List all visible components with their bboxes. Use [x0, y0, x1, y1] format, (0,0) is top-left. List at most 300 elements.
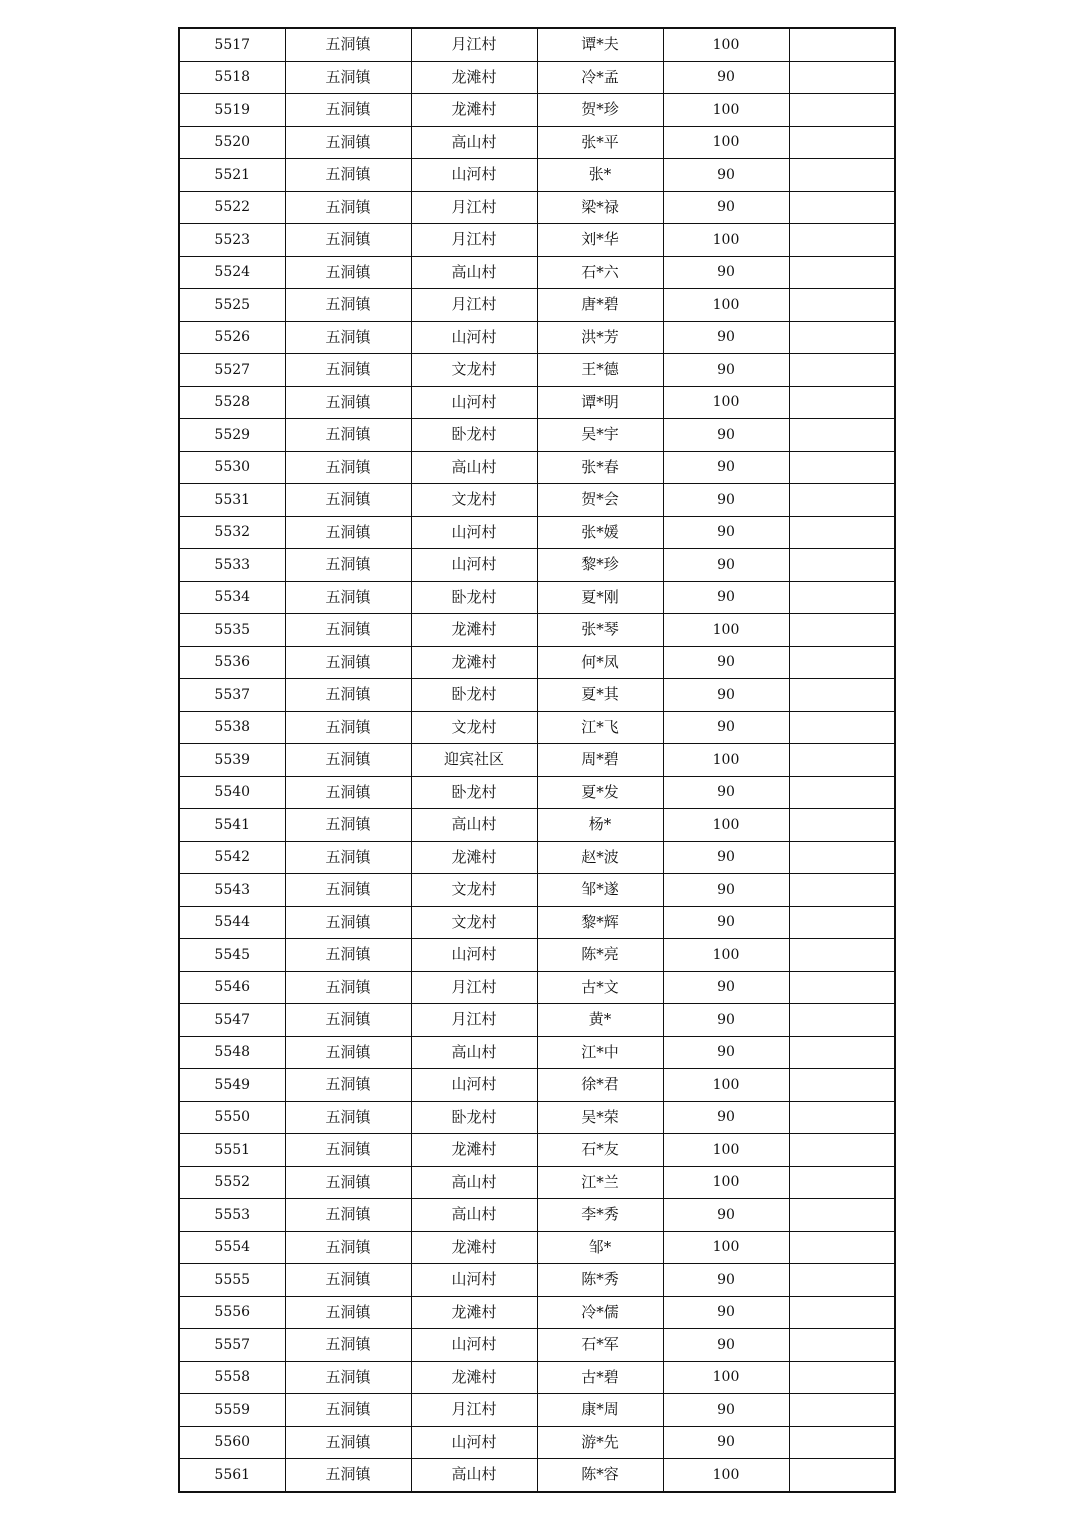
- amount-cell: 100: [663, 386, 789, 419]
- amount-cell: 90: [663, 646, 789, 679]
- note-cell: [789, 1329, 895, 1362]
- serial-number-cell: 5541: [179, 809, 285, 842]
- village-cell: 龙滩村: [411, 1361, 537, 1394]
- note-cell: [789, 516, 895, 549]
- person-name-cell: 陈*秀: [537, 1264, 663, 1297]
- serial-number-cell: 5522: [179, 191, 285, 224]
- roster-table: [178, 27, 896, 1493]
- note-cell: [789, 1069, 895, 1102]
- village-cell: 龙滩村: [411, 61, 537, 94]
- village-cell: 月江村: [411, 289, 537, 322]
- table-row: [179, 581, 895, 614]
- serial-number-cell: 5538: [179, 711, 285, 744]
- person-name-cell: 何*凤: [537, 646, 663, 679]
- amount-cell: 90: [663, 1199, 789, 1232]
- town-cell: 五洞镇: [285, 191, 411, 224]
- serial-number-cell: 5555: [179, 1264, 285, 1297]
- village-cell: 高山村: [411, 451, 537, 484]
- person-name-cell: 黎*辉: [537, 906, 663, 939]
- note-cell: [789, 159, 895, 192]
- amount-cell: 90: [663, 1426, 789, 1459]
- town-cell: 五洞镇: [285, 614, 411, 647]
- table-row: [179, 28, 895, 61]
- table-row: [179, 874, 895, 907]
- village-cell: 卧龙村: [411, 679, 537, 712]
- town-cell: 五洞镇: [285, 386, 411, 419]
- serial-number-cell: 5529: [179, 419, 285, 452]
- serial-number-cell: 5526: [179, 321, 285, 354]
- person-name-cell: 李*秀: [537, 1199, 663, 1232]
- town-cell: 五洞镇: [285, 354, 411, 387]
- amount-cell: 90: [663, 1394, 789, 1427]
- table-row: [179, 1361, 895, 1394]
- table-row: [179, 809, 895, 842]
- note-cell: [789, 289, 895, 322]
- table-row: [179, 1134, 895, 1167]
- person-name-cell: 陈*亮: [537, 939, 663, 972]
- table-row: [179, 939, 895, 972]
- town-cell: 五洞镇: [285, 1036, 411, 1069]
- serial-number-cell: 5537: [179, 679, 285, 712]
- person-name-cell: 洪*芳: [537, 321, 663, 354]
- town-cell: 五洞镇: [285, 126, 411, 159]
- amount-cell: 90: [663, 1036, 789, 1069]
- village-cell: 月江村: [411, 28, 537, 61]
- table-row: [179, 1036, 895, 1069]
- person-name-cell: 张*平: [537, 126, 663, 159]
- village-cell: 卧龙村: [411, 581, 537, 614]
- town-cell: 五洞镇: [285, 581, 411, 614]
- table-row: [179, 711, 895, 744]
- town-cell: 五洞镇: [285, 549, 411, 582]
- person-name-cell: 冷*儒: [537, 1296, 663, 1329]
- town-cell: 五洞镇: [285, 711, 411, 744]
- village-cell: 龙滩村: [411, 94, 537, 127]
- person-name-cell: 张*琴: [537, 614, 663, 647]
- note-cell: [789, 939, 895, 972]
- table-row: [179, 126, 895, 159]
- serial-number-cell: 5525: [179, 289, 285, 322]
- town-cell: 五洞镇: [285, 1069, 411, 1102]
- note-cell: [789, 809, 895, 842]
- table-row: [179, 1394, 895, 1427]
- table-row: [179, 614, 895, 647]
- town-cell: 五洞镇: [285, 809, 411, 842]
- amount-cell: 90: [663, 874, 789, 907]
- amount-cell: 100: [663, 224, 789, 257]
- village-cell: 文龙村: [411, 484, 537, 517]
- table-row: [179, 776, 895, 809]
- town-cell: 五洞镇: [285, 1296, 411, 1329]
- table-row: [179, 1199, 895, 1232]
- village-cell: 高山村: [411, 1036, 537, 1069]
- town-cell: 五洞镇: [285, 679, 411, 712]
- town-cell: 五洞镇: [285, 1166, 411, 1199]
- village-cell: 月江村: [411, 971, 537, 1004]
- amount-cell: 90: [663, 906, 789, 939]
- table-row: [179, 1166, 895, 1199]
- note-cell: [789, 28, 895, 61]
- person-name-cell: 古*文: [537, 971, 663, 1004]
- person-name-cell: 谭*明: [537, 386, 663, 419]
- serial-number-cell: 5532: [179, 516, 285, 549]
- village-cell: 山河村: [411, 1264, 537, 1297]
- table-row: [179, 1264, 895, 1297]
- village-cell: 龙滩村: [411, 646, 537, 679]
- amount-cell: 90: [663, 354, 789, 387]
- note-cell: [789, 776, 895, 809]
- serial-number-cell: 5553: [179, 1199, 285, 1232]
- village-cell: 山河村: [411, 386, 537, 419]
- note-cell: [789, 224, 895, 257]
- note-cell: [789, 1166, 895, 1199]
- note-cell: [789, 354, 895, 387]
- note-cell: [789, 126, 895, 159]
- table-row: [179, 646, 895, 679]
- table-row: [179, 94, 895, 127]
- serial-number-cell: 5546: [179, 971, 285, 1004]
- table-row: [179, 1101, 895, 1134]
- note-cell: [789, 256, 895, 289]
- note-cell: [789, 321, 895, 354]
- amount-cell: 90: [663, 484, 789, 517]
- town-cell: 五洞镇: [285, 1426, 411, 1459]
- person-name-cell: 夏*发: [537, 776, 663, 809]
- table-row: [179, 1069, 895, 1102]
- table-row: [179, 1296, 895, 1329]
- table-row: [179, 224, 895, 257]
- serial-number-cell: 5527: [179, 354, 285, 387]
- serial-number-cell: 5549: [179, 1069, 285, 1102]
- person-name-cell: 赵*波: [537, 841, 663, 874]
- amount-cell: 100: [663, 809, 789, 842]
- table-row: [179, 159, 895, 192]
- table-row: [179, 1004, 895, 1037]
- amount-cell: 90: [663, 841, 789, 874]
- town-cell: 五洞镇: [285, 61, 411, 94]
- amount-cell: 100: [663, 1069, 789, 1102]
- table-row: [179, 841, 895, 874]
- note-cell: [789, 419, 895, 452]
- note-cell: [789, 1426, 895, 1459]
- village-cell: 文龙村: [411, 874, 537, 907]
- table-row: [179, 321, 895, 354]
- note-cell: [789, 1231, 895, 1264]
- serial-number-cell: 5560: [179, 1426, 285, 1459]
- note-cell: [789, 484, 895, 517]
- serial-number-cell: 5531: [179, 484, 285, 517]
- person-name-cell: 张*春: [537, 451, 663, 484]
- village-cell: 龙滩村: [411, 614, 537, 647]
- serial-number-cell: 5517: [179, 28, 285, 61]
- serial-number-cell: 5542: [179, 841, 285, 874]
- person-name-cell: 邹*遂: [537, 874, 663, 907]
- note-cell: [789, 1004, 895, 1037]
- note-cell: [789, 1394, 895, 1427]
- serial-number-cell: 5535: [179, 614, 285, 647]
- town-cell: 五洞镇: [285, 776, 411, 809]
- note-cell: [789, 1296, 895, 1329]
- amount-cell: 90: [663, 321, 789, 354]
- village-cell: 文龙村: [411, 906, 537, 939]
- village-cell: 高山村: [411, 1199, 537, 1232]
- note-cell: [789, 711, 895, 744]
- village-cell: 山河村: [411, 549, 537, 582]
- village-cell: 山河村: [411, 1329, 537, 1362]
- amount-cell: 90: [663, 971, 789, 1004]
- town-cell: 五洞镇: [285, 1361, 411, 1394]
- table-row: [179, 1426, 895, 1459]
- serial-number-cell: 5519: [179, 94, 285, 127]
- town-cell: 五洞镇: [285, 1264, 411, 1297]
- village-cell: 月江村: [411, 191, 537, 224]
- amount-cell: 100: [663, 1231, 789, 1264]
- town-cell: 五洞镇: [285, 971, 411, 1004]
- person-name-cell: 徐*君: [537, 1069, 663, 1102]
- note-cell: [789, 94, 895, 127]
- amount-cell: 90: [663, 549, 789, 582]
- table-row: [179, 549, 895, 582]
- serial-number-cell: 5561: [179, 1459, 285, 1492]
- serial-number-cell: 5548: [179, 1036, 285, 1069]
- town-cell: 五洞镇: [285, 1199, 411, 1232]
- table-row: [179, 354, 895, 387]
- note-cell: [789, 744, 895, 777]
- person-name-cell: 夏*刚: [537, 581, 663, 614]
- serial-number-cell: 5547: [179, 1004, 285, 1037]
- note-cell: [789, 971, 895, 1004]
- village-cell: 高山村: [411, 126, 537, 159]
- town-cell: 五洞镇: [285, 906, 411, 939]
- village-cell: 高山村: [411, 1166, 537, 1199]
- amount-cell: 100: [663, 939, 789, 972]
- serial-number-cell: 5534: [179, 581, 285, 614]
- person-name-cell: 石*友: [537, 1134, 663, 1167]
- town-cell: 五洞镇: [285, 1101, 411, 1134]
- town-cell: 五洞镇: [285, 874, 411, 907]
- village-cell: 龙滩村: [411, 841, 537, 874]
- amount-cell: 90: [663, 1296, 789, 1329]
- table-row: [179, 191, 895, 224]
- village-cell: 卧龙村: [411, 1101, 537, 1134]
- amount-cell: 100: [663, 614, 789, 647]
- person-name-cell: 邹*: [537, 1231, 663, 1264]
- note-cell: [789, 1361, 895, 1394]
- person-name-cell: 江*兰: [537, 1166, 663, 1199]
- note-cell: [789, 191, 895, 224]
- town-cell: 五洞镇: [285, 451, 411, 484]
- village-cell: 山河村: [411, 1426, 537, 1459]
- town-cell: 五洞镇: [285, 1231, 411, 1264]
- person-name-cell: 古*碧: [537, 1361, 663, 1394]
- village-cell: 月江村: [411, 1004, 537, 1037]
- table-row: [179, 516, 895, 549]
- village-cell: 龙滩村: [411, 1134, 537, 1167]
- village-cell: 卧龙村: [411, 776, 537, 809]
- amount-cell: 90: [663, 451, 789, 484]
- town-cell: 五洞镇: [285, 289, 411, 322]
- amount-cell: 90: [663, 191, 789, 224]
- person-name-cell: 贺*会: [537, 484, 663, 517]
- amount-cell: 90: [663, 679, 789, 712]
- serial-number-cell: 5528: [179, 386, 285, 419]
- person-name-cell: 陈*容: [537, 1459, 663, 1492]
- village-cell: 文龙村: [411, 711, 537, 744]
- person-name-cell: 游*先: [537, 1426, 663, 1459]
- table-row: [179, 744, 895, 777]
- amount-cell: 100: [663, 1166, 789, 1199]
- amount-cell: 90: [663, 516, 789, 549]
- amount-cell: 90: [663, 1329, 789, 1362]
- serial-number-cell: 5540: [179, 776, 285, 809]
- note-cell: [789, 386, 895, 419]
- town-cell: 五洞镇: [285, 646, 411, 679]
- table-row: [179, 906, 895, 939]
- person-name-cell: 唐*碧: [537, 289, 663, 322]
- person-name-cell: 康*周: [537, 1394, 663, 1427]
- person-name-cell: 周*碧: [537, 744, 663, 777]
- serial-number-cell: 5556: [179, 1296, 285, 1329]
- person-name-cell: 刘*华: [537, 224, 663, 257]
- note-cell: [789, 1036, 895, 1069]
- amount-cell: 90: [663, 711, 789, 744]
- note-cell: [789, 61, 895, 94]
- amount-cell: 90: [663, 256, 789, 289]
- table-row: [179, 386, 895, 419]
- town-cell: 五洞镇: [285, 321, 411, 354]
- village-cell: 山河村: [411, 321, 537, 354]
- amount-cell: 90: [663, 419, 789, 452]
- town-cell: 五洞镇: [285, 419, 411, 452]
- serial-number-cell: 5551: [179, 1134, 285, 1167]
- serial-number-cell: 5530: [179, 451, 285, 484]
- serial-number-cell: 5533: [179, 549, 285, 582]
- note-cell: [789, 451, 895, 484]
- person-name-cell: 冷*孟: [537, 61, 663, 94]
- serial-number-cell: 5558: [179, 1361, 285, 1394]
- table-row: [179, 484, 895, 517]
- person-name-cell: 吴*宇: [537, 419, 663, 452]
- amount-cell: 100: [663, 744, 789, 777]
- amount-cell: 100: [663, 289, 789, 322]
- serial-number-cell: 5520: [179, 126, 285, 159]
- amount-cell: 100: [663, 94, 789, 127]
- town-cell: 五洞镇: [285, 94, 411, 127]
- note-cell: [789, 1459, 895, 1492]
- table-row: [179, 61, 895, 94]
- note-cell: [789, 1199, 895, 1232]
- village-cell: 月江村: [411, 224, 537, 257]
- serial-number-cell: 5539: [179, 744, 285, 777]
- town-cell: 五洞镇: [285, 1329, 411, 1362]
- person-name-cell: 张*媛: [537, 516, 663, 549]
- note-cell: [789, 614, 895, 647]
- village-cell: 龙滩村: [411, 1296, 537, 1329]
- serial-number-cell: 5524: [179, 256, 285, 289]
- town-cell: 五洞镇: [285, 1134, 411, 1167]
- town-cell: 五洞镇: [285, 256, 411, 289]
- village-cell: 迎宾社区: [411, 744, 537, 777]
- amount-cell: 100: [663, 1459, 789, 1492]
- amount-cell: 90: [663, 61, 789, 94]
- town-cell: 五洞镇: [285, 939, 411, 972]
- note-cell: [789, 646, 895, 679]
- village-cell: 山河村: [411, 1069, 537, 1102]
- town-cell: 五洞镇: [285, 516, 411, 549]
- person-name-cell: 杨*: [537, 809, 663, 842]
- town-cell: 五洞镇: [285, 28, 411, 61]
- serial-number-cell: 5543: [179, 874, 285, 907]
- serial-number-cell: 5550: [179, 1101, 285, 1134]
- person-name-cell: 江*中: [537, 1036, 663, 1069]
- serial-number-cell: 5523: [179, 224, 285, 257]
- note-cell: [789, 841, 895, 874]
- person-name-cell: 夏*其: [537, 679, 663, 712]
- person-name-cell: 石*六: [537, 256, 663, 289]
- serial-number-cell: 5559: [179, 1394, 285, 1427]
- person-name-cell: 贺*珍: [537, 94, 663, 127]
- serial-number-cell: 5552: [179, 1166, 285, 1199]
- person-name-cell: 黄*: [537, 1004, 663, 1037]
- village-cell: 月江村: [411, 1394, 537, 1427]
- town-cell: 五洞镇: [285, 159, 411, 192]
- town-cell: 五洞镇: [285, 841, 411, 874]
- village-cell: 文龙村: [411, 354, 537, 387]
- table-row: [179, 451, 895, 484]
- village-cell: 山河村: [411, 516, 537, 549]
- amount-cell: 100: [663, 1361, 789, 1394]
- table-row: [179, 419, 895, 452]
- serial-number-cell: 5554: [179, 1231, 285, 1264]
- person-name-cell: 石*军: [537, 1329, 663, 1362]
- amount-cell: 100: [663, 126, 789, 159]
- table-row: [179, 256, 895, 289]
- table-row: [179, 1459, 895, 1492]
- amount-cell: 90: [663, 581, 789, 614]
- town-cell: 五洞镇: [285, 744, 411, 777]
- note-cell: [789, 1264, 895, 1297]
- town-cell: 五洞镇: [285, 484, 411, 517]
- amount-cell: 90: [663, 1264, 789, 1297]
- person-name-cell: 张*: [537, 159, 663, 192]
- amount-cell: 100: [663, 1134, 789, 1167]
- serial-number-cell: 5518: [179, 61, 285, 94]
- amount-cell: 90: [663, 1101, 789, 1134]
- person-name-cell: 谭*夫: [537, 28, 663, 61]
- village-cell: 高山村: [411, 809, 537, 842]
- village-cell: 卧龙村: [411, 419, 537, 452]
- person-name-cell: 黎*珍: [537, 549, 663, 582]
- amount-cell: 90: [663, 776, 789, 809]
- table-row: [179, 1231, 895, 1264]
- roster-body: [179, 28, 895, 1492]
- amount-cell: 90: [663, 1004, 789, 1037]
- person-name-cell: 江*飞: [537, 711, 663, 744]
- table-row: [179, 971, 895, 1004]
- village-cell: 高山村: [411, 1459, 537, 1492]
- village-cell: 高山村: [411, 256, 537, 289]
- table-row: [179, 289, 895, 322]
- note-cell: [789, 1134, 895, 1167]
- amount-cell: 90: [663, 159, 789, 192]
- table-row: [179, 679, 895, 712]
- note-cell: [789, 549, 895, 582]
- serial-number-cell: 5544: [179, 906, 285, 939]
- village-cell: 山河村: [411, 159, 537, 192]
- town-cell: 五洞镇: [285, 1004, 411, 1037]
- person-name-cell: 王*德: [537, 354, 663, 387]
- village-cell: 龙滩村: [411, 1231, 537, 1264]
